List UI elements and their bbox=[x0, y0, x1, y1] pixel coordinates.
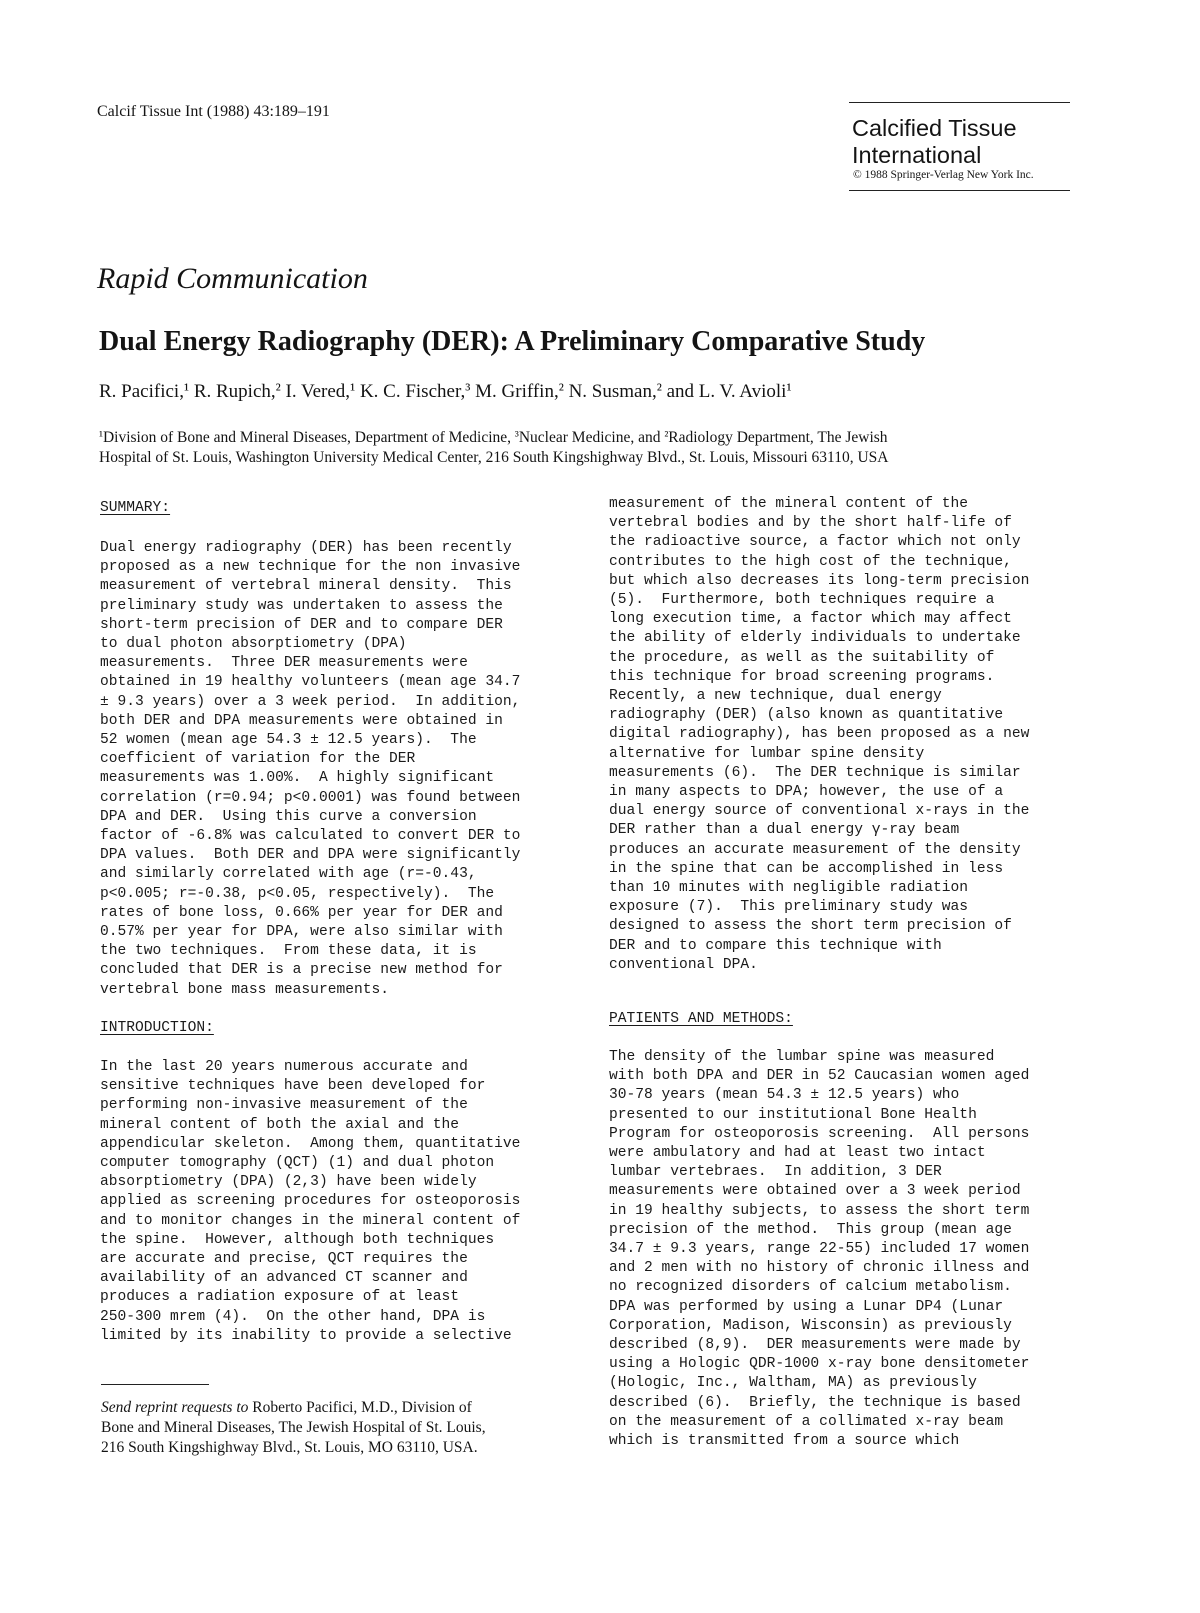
affiliations bbox=[99, 428, 1099, 468]
text-line: ± 9.3 years) over a 3 week period. In addition, bbox=[100, 693, 521, 710]
text-line: applied as screening procedures for osteoporosis bbox=[100, 1193, 521, 1210]
text-line: limited by its inability to provide a selective bbox=[100, 1327, 512, 1344]
text-line: 30-78 years (mean 54.3 ± 12.5 years) who bbox=[609, 1087, 960, 1104]
reprint-footnote bbox=[101, 1398, 486, 1458]
affiliation-line: Hospital of St. Louis, Washington University Medical Center, 216 South Kingshighway Blvd., St. Louis, Missouri 63110, USA bbox=[99, 449, 889, 466]
text-line: DER and to compare this technique with bbox=[609, 937, 942, 954]
text-line: but which also decreases its long-term precision bbox=[609, 572, 1030, 589]
text-line: performing non-invasive measurement of the bbox=[100, 1097, 468, 1114]
text-line: Dual energy radiography (DER) has been recently bbox=[100, 540, 512, 556]
text-line: in the spine that can be accomplished in less bbox=[609, 860, 1004, 877]
text-line: Corporation, Madison, Wisconsin) as previously bbox=[609, 1317, 1012, 1334]
text-line: preliminary study was undertaken to assess the bbox=[100, 597, 503, 614]
text-line: DPA was performed by using a Lunar DP4 (Lunar bbox=[609, 1298, 1004, 1315]
text-line: on the measurement of a collimated x-ray beam bbox=[609, 1413, 1004, 1430]
text-line: (Hologic, Inc., Waltham, MA) as previously bbox=[609, 1375, 977, 1392]
text-line: availability of an advanced CT scanner and bbox=[100, 1270, 468, 1287]
journal-citation: Calcif Tissue Int (1988) 43:189–191 bbox=[97, 103, 330, 120]
text-line: 34.7 ± 9.3 years, range 22-55) included 17 women bbox=[609, 1241, 1030, 1258]
text-line: DPA and DER. Using this curve a conversion bbox=[100, 808, 477, 825]
text-line: this technique for broad screening programs. bbox=[609, 668, 995, 685]
methods-heading-text: PATIENTS AND METHODS: bbox=[609, 1011, 793, 1027]
summary-heading bbox=[100, 499, 170, 518]
text-line: than 10 minutes with negligible radiation bbox=[609, 880, 969, 897]
text-line: designed to assess the short term precision of bbox=[609, 918, 1012, 935]
text-line: (5). Furthermore, both techniques require a bbox=[609, 592, 995, 609]
text-line: lumbar vertebraes. In addition, 3 DER bbox=[609, 1164, 942, 1181]
text-line: obtained in 19 healthy volunteers (mean age 34.7 bbox=[100, 674, 521, 691]
methods-text bbox=[609, 1048, 1029, 1451]
methods-heading bbox=[609, 1010, 793, 1029]
text-line: the spine. However, although both techniques bbox=[100, 1231, 495, 1248]
text-line: the procedure, as well as the suitability of bbox=[609, 649, 995, 666]
text-line: both DER and DPA measurements were obtained in bbox=[100, 712, 503, 729]
journal-name-line: International bbox=[852, 142, 982, 168]
summary-text bbox=[100, 539, 520, 1000]
text-line: were ambulatory and had at least two intact bbox=[609, 1145, 986, 1162]
introduction-continued-text bbox=[609, 495, 1029, 975]
text-line: computer tomography (QCT) (1) and dual photon bbox=[100, 1155, 495, 1172]
text-line: and to monitor changes in the mineral content of bbox=[100, 1212, 521, 1229]
text-line: no recognized disorders of calcium metabolism. bbox=[609, 1279, 1012, 1296]
journal-name-line: Calcified Tissue bbox=[852, 115, 1017, 141]
text-line: conventional DPA. bbox=[609, 956, 758, 973]
text-line: using a Hologic QDR-1000 x-ray bone densitometer bbox=[609, 1356, 1030, 1373]
text-line: precision of the method. This group (mean age bbox=[609, 1221, 1012, 1238]
text-line: Program for osteoporosis screening. All persons bbox=[609, 1125, 1030, 1142]
text-line: to dual photon absorptiometry (DPA) bbox=[100, 636, 407, 653]
author-list: R. Pacifici,¹ R. Rupich,² I. Vered,¹ K. C. Fischer,³ M. Griffin,² N. Susman,² and L. V. Avioli¹ bbox=[99, 380, 792, 402]
text-line: rates of bone loss, 0.66% per year for DER and bbox=[100, 904, 503, 921]
text-line: appendicular skeleton. Among them, quantitative bbox=[100, 1135, 521, 1152]
text-line: DPA values. Both DER and DPA were significantly bbox=[100, 847, 521, 864]
text-line: mineral content of both the axial and the bbox=[100, 1116, 460, 1133]
text-line: and 2 men with no history of chronic illness and bbox=[609, 1260, 1030, 1277]
header-rule-top bbox=[849, 102, 1070, 103]
text-line: exposure (7). This preliminary study was bbox=[609, 899, 969, 916]
footnote-line: Send reprint requests to Roberto Pacifici, M.D., Division of bbox=[101, 1399, 472, 1416]
introduction-heading bbox=[100, 1019, 214, 1038]
text-line: in 19 healthy subjects, to assess the short term bbox=[609, 1202, 1030, 1219]
journal-name bbox=[852, 115, 1017, 169]
header-rule-bottom bbox=[849, 190, 1070, 191]
section-type: Rapid Communication bbox=[97, 262, 368, 295]
text-line: produces a radiation exposure of at least bbox=[100, 1289, 460, 1306]
introduction-text bbox=[100, 1058, 520, 1346]
text-line: measurements (6). The DER technique is similar bbox=[609, 764, 1021, 781]
text-line: 0.57% per year for DPA, were also similar with bbox=[100, 924, 503, 941]
text-line: factor of -6.8% was calculated to convert DER to bbox=[100, 828, 521, 845]
text-line: concluded that DER is a precise new method for bbox=[100, 962, 503, 979]
text-line: 250-300 mrem (4). On the other hand, DPA is bbox=[100, 1308, 486, 1325]
text-line: 52 women (mean age 54.3 ± 12.5 years). The bbox=[100, 732, 477, 749]
text-line: sensitive techniques have been developed for bbox=[100, 1078, 486, 1095]
text-line: DER rather than a dual energy γ-ray beam bbox=[609, 822, 960, 839]
text-line: coefficient of variation for the DER bbox=[100, 751, 416, 768]
text-line: the radioactive source, a factor which not only bbox=[609, 534, 1021, 551]
text-line: are accurate and precise, QCT requires the bbox=[100, 1251, 468, 1268]
text-line: short-term precision of DER and to compare DER bbox=[100, 616, 503, 633]
text-line: correlation (r=0.94; p<0.0001) was found between bbox=[100, 789, 521, 806]
text-line: and similarly correlated with age (r=-0.43, bbox=[100, 866, 477, 883]
text-line: digital radiography), has been proposed as a new bbox=[609, 726, 1030, 743]
text-line: p<0.005; r=-0.38, p<0.05, respectively). The bbox=[100, 885, 495, 902]
text-line: produces an accurate measurement of the density bbox=[609, 841, 1021, 858]
text-line: described (6). Briefly, the technique is based bbox=[609, 1394, 1021, 1411]
text-line: Recently, a new technique, dual energy bbox=[609, 688, 942, 705]
text-line: presented to our institutional Bone Health bbox=[609, 1106, 977, 1123]
text-line: the ability of elderly individuals to undertake bbox=[609, 630, 1021, 647]
copyright-notice: © 1988 Springer-Verlag New York Inc. bbox=[853, 169, 1034, 181]
text-line: in many aspects to DPA; however, the use of a bbox=[609, 784, 1004, 801]
article-title: Dual Energy Radiography (DER): A Preliminary Comparative Study bbox=[99, 326, 926, 357]
text-line: In the last 20 years numerous accurate and bbox=[100, 1059, 468, 1075]
text-line: vertebral bone mass measurements. bbox=[100, 981, 390, 998]
footnote-line: 216 South Kingshighway Blvd., St. Louis, MO 63110, USA. bbox=[101, 1439, 478, 1456]
text-line: measurements. Three DER measurements were bbox=[100, 655, 468, 672]
text-line: contributes to the high cost of the technique, bbox=[609, 553, 1012, 570]
text-line: radiography (DER) (also known as quantitative bbox=[609, 707, 1004, 724]
text-line: measurements was 1.00%. A highly significant bbox=[100, 770, 495, 787]
footnote-rule bbox=[101, 1384, 209, 1385]
text-line: the two techniques. From these data, it is bbox=[100, 943, 477, 960]
text-line: long execution time, a factor which may affect bbox=[609, 611, 1012, 628]
text-line: described (8,9). DER measurements were made by bbox=[609, 1337, 1021, 1354]
text-line: measurements were obtained over a 3 week period bbox=[609, 1183, 1021, 1200]
text-line: which is transmitted from a source which bbox=[609, 1433, 960, 1450]
summary-heading-text: SUMMARY: bbox=[100, 500, 171, 516]
text-line: measurement of vertebral mineral density. This bbox=[100, 578, 512, 595]
text-line: alternative for lumbar spine density bbox=[609, 745, 925, 762]
text-line: proposed as a new technique for the non invasive bbox=[100, 559, 521, 576]
text-line: vertebral bodies and by the short half-life of bbox=[609, 515, 1012, 532]
footnote-line: Bone and Mineral Diseases, The Jewish Hospital of St. Louis, bbox=[101, 1419, 486, 1436]
text-line: dual energy source of conventional x-rays in the bbox=[609, 803, 1030, 820]
text-line: measurement of the mineral content of the bbox=[609, 496, 969, 512]
text-line: absorptiometry (DPA) (2,3) have been widely bbox=[100, 1174, 477, 1191]
affiliation-line: ¹Division of Bone and Mineral Diseases, Department of Medicine, ³Nuclear Medicine, and ²Radiology Department, The Jewish bbox=[99, 428, 888, 446]
text-line: with both DPA and DER in 52 Caucasian women aged bbox=[609, 1068, 1030, 1085]
text-line: The density of the lumbar spine was measured bbox=[609, 1049, 995, 1065]
introduction-heading-text: INTRODUCTION: bbox=[100, 1020, 214, 1036]
